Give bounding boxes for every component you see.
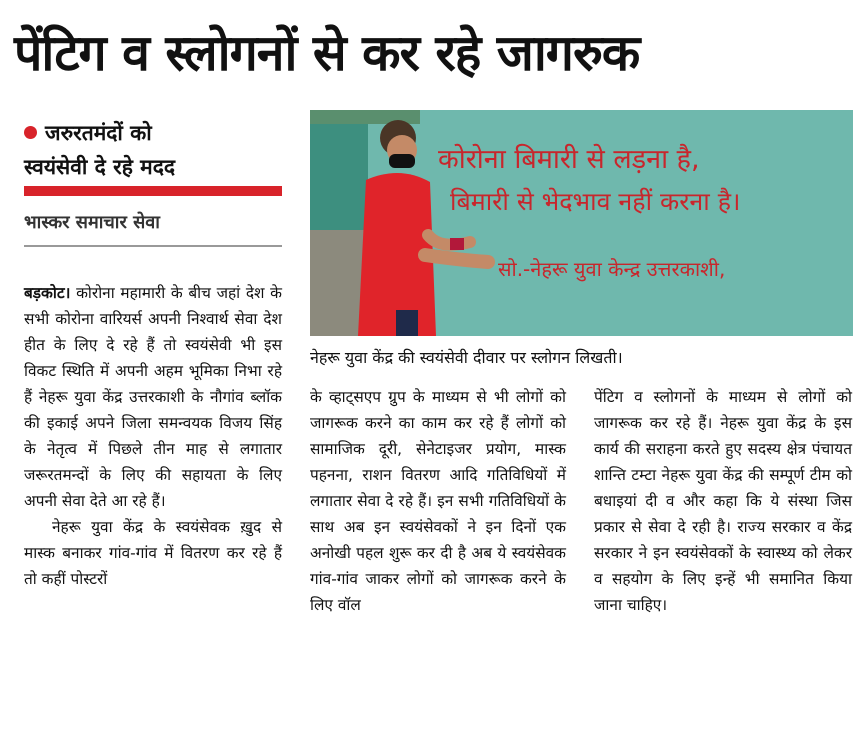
next-headline-cutoff: [160, 712, 760, 734]
wall-slogan-line-3: सो.-नेहरू युवा केन्द्र उत्तरकाशी,: [498, 257, 726, 281]
wall-slogan-line-1: कोरोना बिमारी से लड़ना है,: [438, 144, 700, 175]
subheading: [24, 116, 282, 184]
accent-bar: [24, 186, 282, 196]
news-photo: [310, 110, 853, 336]
article-column-1: [24, 280, 282, 592]
column-1-paragraph-1: कोरोना महामारी के बीच जहां देश के सभी कोरोना वारियर्स अपनी निश्वार्थ सेवा देश हीत के लिए दे रहे हैं तो स्वयंसेवी भी इस विकट स्थिति में अपनी अहम भूमिका निभा रहे हैं नेहरू युवा केंद्र उत्तरकाशी के नौगांव ब्लॉक की इकाई अपने जिला समन्वयक विजय सिंह के नेतृत्व में पिछले तीन माह से लगातार जरूरतमन्दों के लिए की सहायता के लिए अपनी सेवा देते आ रहे हैं।: [24, 284, 282, 510]
photo-caption: नेहरू युवा केंद्र की स्वयंसेवी दीवार पर स्लोगन लिखती।: [310, 348, 623, 367]
article-column-2: [310, 384, 566, 618]
column-1-paragraph-2: नेहरू युवा केंद्र के स्वयंसेवक ख़ुद से मास्क बनाकर गांव-गांव में वितरण कर रहे हैं तो कहीं पोस्टरों: [24, 518, 282, 588]
article-column-3: [594, 384, 852, 618]
column-2-text: के व्हाट्सएप ग्रुप के माध्यम से भी लोगों को जागरूक करने का काम कर रहे हैं लोगों को सामाजिक दूरी, सेनेटाइजर प्रयोग, मास्क पहनना, राशन वितरण आदि गतिविधियों में लगातार सेवा दे रहे हैं। इन सभी गतिविधियों के साथ अब इन स्वयंसेवकों ने इन दिनों एक अनोखी पहल शुरू कर दी है अब ये स्वयंसेवक गांव-गांव जाकर लोगों को जागरूक करने के लिए वॉल: [310, 388, 566, 614]
byline-rule: [24, 245, 282, 247]
bullet-icon: [24, 126, 37, 139]
dateline: बड़कोट।: [24, 284, 71, 302]
byline: भास्कर समाचार सेवा: [24, 212, 160, 233]
wall-slogan-line-2: बिमारी से भेदभाव नहीं करना है।: [450, 187, 741, 216]
subheading-line-1: जरुरतमंदों को: [45, 121, 152, 145]
column-3-text: पेंटिग व स्लोगनों के माध्यम से लोगों को जागरूक कर रहे हैं। नेहरू युवा केंद्र के इस कार्य की सराहना करते हुए सदस्य क्षेत्र पंचायत शान्ति टम्टा नेहरू युवा केंद्र की सम्पूर्ण टीम को बधाइयां दी व और कहा कि ये संस्था जिस प्रकार से सेवा दे रही है। राज्य सरकार व केंद्र सरकार ने इन स्वयंसेवकों के स्वास्थ्य को लेकर व सहयोग के लिए इन्हें भी समानित किया जाना चाहिए।: [594, 388, 852, 614]
photo-illustration: [310, 110, 853, 336]
subheading-line-2: स्वयंसेवी दे रहे मदद: [24, 155, 176, 179]
headline: पेंटिग व स्लोगनों से कर रहे जागरुक: [14, 24, 640, 82]
